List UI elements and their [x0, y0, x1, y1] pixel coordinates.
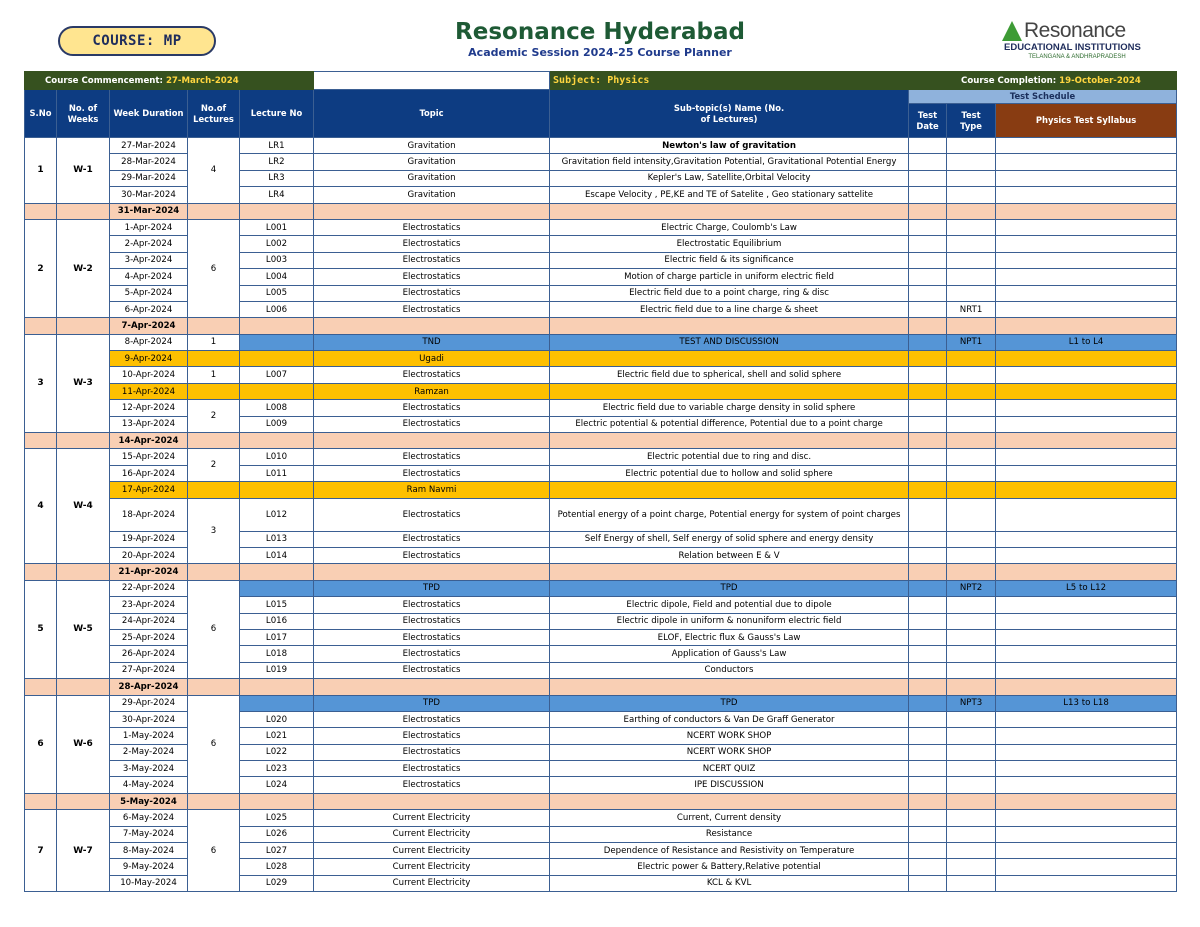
table-header	[25, 90, 1177, 104]
table-row: 25-Apr-2024 L017 Electrostatics ELOF, Electric flux & Gauss's Law	[25, 629, 1177, 645]
table-row: 4-Apr-2024 L004 Electrostatics Motion of charge particle in uniform electric field	[25, 269, 1177, 285]
col-topic: Topic	[314, 90, 550, 138]
test-row: 5 W-5 22-Apr-2024 6 TPD TPD NPT2 L5 to L12	[25, 580, 1177, 596]
table-row: 2 W-2 1-Apr-2024 6 L001 Electrostatics Electric Charge, Coulomb's Law	[25, 219, 1177, 235]
table-row: 10-Apr-2024 1 L007 Electrostatics Electric field due to spherical, shell and solid sphere	[25, 367, 1177, 383]
table-row: 29-Mar-2024 LR3 Gravitation Kepler's Law, Satellite,Orbital Velocity	[25, 170, 1177, 186]
col-syllabus: Physics Test Syllabus	[996, 104, 1177, 138]
table-row: 3-May-2024 L023 Electrostatics NCERT QUIZ	[25, 761, 1177, 777]
logo-triangle-icon	[1002, 21, 1022, 41]
table-row: 4 W-4 15-Apr-2024 2 L010 Electrostatics Electric potential due to ring and disc.	[25, 449, 1177, 465]
page-subtitle: Academic Session 2024-25 Course Planner	[468, 46, 732, 59]
sunday-row: 14-Apr-2024	[25, 433, 1177, 449]
test-row: 3 W-3 8-Apr-2024 1 TND TEST AND DISCUSSION NPT1 L1 to L4	[25, 334, 1177, 350]
table-row: 5-Apr-2024 L005 Electrostatics Electric field due to a point charge, ring & disc	[25, 285, 1177, 301]
sunday-row: 21-Apr-2024	[25, 564, 1177, 580]
table-row: 28-Mar-2024 LR2 Gravitation Gravitation field intensity,Gravitation Potential, Gravitational Potential Energy	[25, 154, 1177, 170]
sunday-row: 5-May-2024	[25, 793, 1177, 809]
holiday-row: 17-Apr-2024 Ram Navmi	[25, 482, 1177, 498]
table-row: 1 W-1 27-Mar-2024 4 LR1 Gravitation Newton's law of gravitation	[25, 138, 1177, 154]
table-row: 26-Apr-2024 L018 Electrostatics Application of Gauss's Law	[25, 646, 1177, 662]
table-row: 27-Apr-2024 L019 Electrostatics Conductors	[25, 662, 1177, 678]
completion-date: 19-October-2024	[1059, 75, 1141, 86]
table-row: 13-Apr-2024 L009 Electrostatics Electric potential & potential difference, Potential due to a point charge	[25, 416, 1177, 432]
table-row: 23-Apr-2024 L015 Electrostatics Electric dipole, Field and potential due to dipole	[25, 597, 1177, 613]
table-row: 2-May-2024 L022 Electrostatics NCERT WORK SHOP	[25, 744, 1177, 760]
document-header	[400, 18, 800, 60]
table-row: 20-Apr-2024 L014 Electrostatics Relation between E & V	[25, 547, 1177, 563]
table-row: 12-Apr-2024 2 L008 Electrostatics Electric field due to variable charge density in solid sphere	[25, 400, 1177, 416]
col-lecture-no: Lecture No	[240, 90, 314, 138]
col-test-schedule: Test Schedule	[909, 90, 1177, 104]
table-row: 2-Apr-2024 L002 Electrostatics Electrostatic Equilibrium	[25, 236, 1177, 252]
table-row: 24-Apr-2024 L016 Electrostatics Electric dipole in uniform & nonuniform electric field	[25, 613, 1177, 629]
table-row: 7-May-2024 L026 Current Electricity Resistance	[25, 826, 1177, 842]
table-row: 30-Apr-2024 L020 Electrostatics Earthing of conductors & Van De Graff Generator	[25, 711, 1177, 727]
holiday-row: 9-Apr-2024 Ugadi	[25, 351, 1177, 367]
table-row: 16-Apr-2024 L011 Electrostatics Electric potential due to hollow and solid sphere	[25, 465, 1177, 481]
sunday-row: 7-Apr-2024	[25, 318, 1177, 334]
col-test-type: Test Type	[947, 104, 996, 138]
table-row: 1-May-2024 L021 Electrostatics NCERT WORK SHOP	[25, 728, 1177, 744]
resonance-logo: Resonance EDUCATIONAL INSTITUTIONS TELANGANA & ANDHRAPRADESH	[1004, 19, 1141, 60]
col-duration: Week Duration	[110, 90, 188, 138]
col-subtopic: Sub-topic(s) Name (No. of Lectures)	[550, 90, 909, 138]
commencement-date: 27-March-2024	[165, 75, 239, 86]
table-row: 19-Apr-2024 L013 Electrostatics Self Energy of shell, Self energy of solid sphere and energy density	[25, 531, 1177, 547]
course-planner-table	[24, 71, 1177, 892]
test-row: 6 W-6 29-Apr-2024 6 TPD TPD NPT3 L13 to L18	[25, 695, 1177, 711]
table-row: 30-Mar-2024 LR4 Gravitation Escape Velocity , PE,KE and TE of Satelite , Geo stationary sattelite	[25, 187, 1177, 203]
page-title: Resonance Hyderabad	[455, 19, 745, 45]
sunday-row: 31-Mar-2024	[25, 203, 1177, 219]
table-row: 18-Apr-2024 3 L012 Electrostatics Potential energy of a point charge, Potential energy for system of point charges	[25, 498, 1177, 531]
table-row: 7 W-7 6-May-2024 6 L025 Current Electricity Current, Current density	[25, 810, 1177, 826]
table-row: 3-Apr-2024 L003 Electrostatics Electric field & its significance	[25, 252, 1177, 268]
table-row: 10-May-2024 L029 Current Electricity KCL & KVL	[25, 875, 1177, 891]
table-row: 6-Apr-2024 L006 Electrostatics Electric field due to a line charge & sheet NRT1	[25, 301, 1177, 317]
table-row: 4-May-2024 L024 Electrostatics IPE DISCUSSION	[25, 777, 1177, 793]
col-weeks: No. of Weeks	[57, 90, 110, 138]
sunday-row: 28-Apr-2024	[25, 679, 1177, 695]
course-info-band: Course Commencement: 27-March-2024 Subject: Physics Course Completion: 19-October-2024	[25, 72, 1177, 90]
col-sno: S.No	[25, 90, 57, 138]
col-lectures: No.of Lectures	[188, 90, 240, 138]
course-badge: COURSE: MP	[58, 26, 216, 56]
holiday-row: 11-Apr-2024 Ramzan	[25, 383, 1177, 399]
table-row: 9-May-2024 L028 Current Electricity Electric power & Battery,Relative potential	[25, 859, 1177, 875]
table-row: 8-May-2024 L027 Current Electricity Dependence of Resistance and Resistivity on Temperature	[25, 843, 1177, 859]
subject-label: Subject: Physics	[550, 72, 947, 90]
col-test-date: Test Date	[909, 104, 947, 138]
